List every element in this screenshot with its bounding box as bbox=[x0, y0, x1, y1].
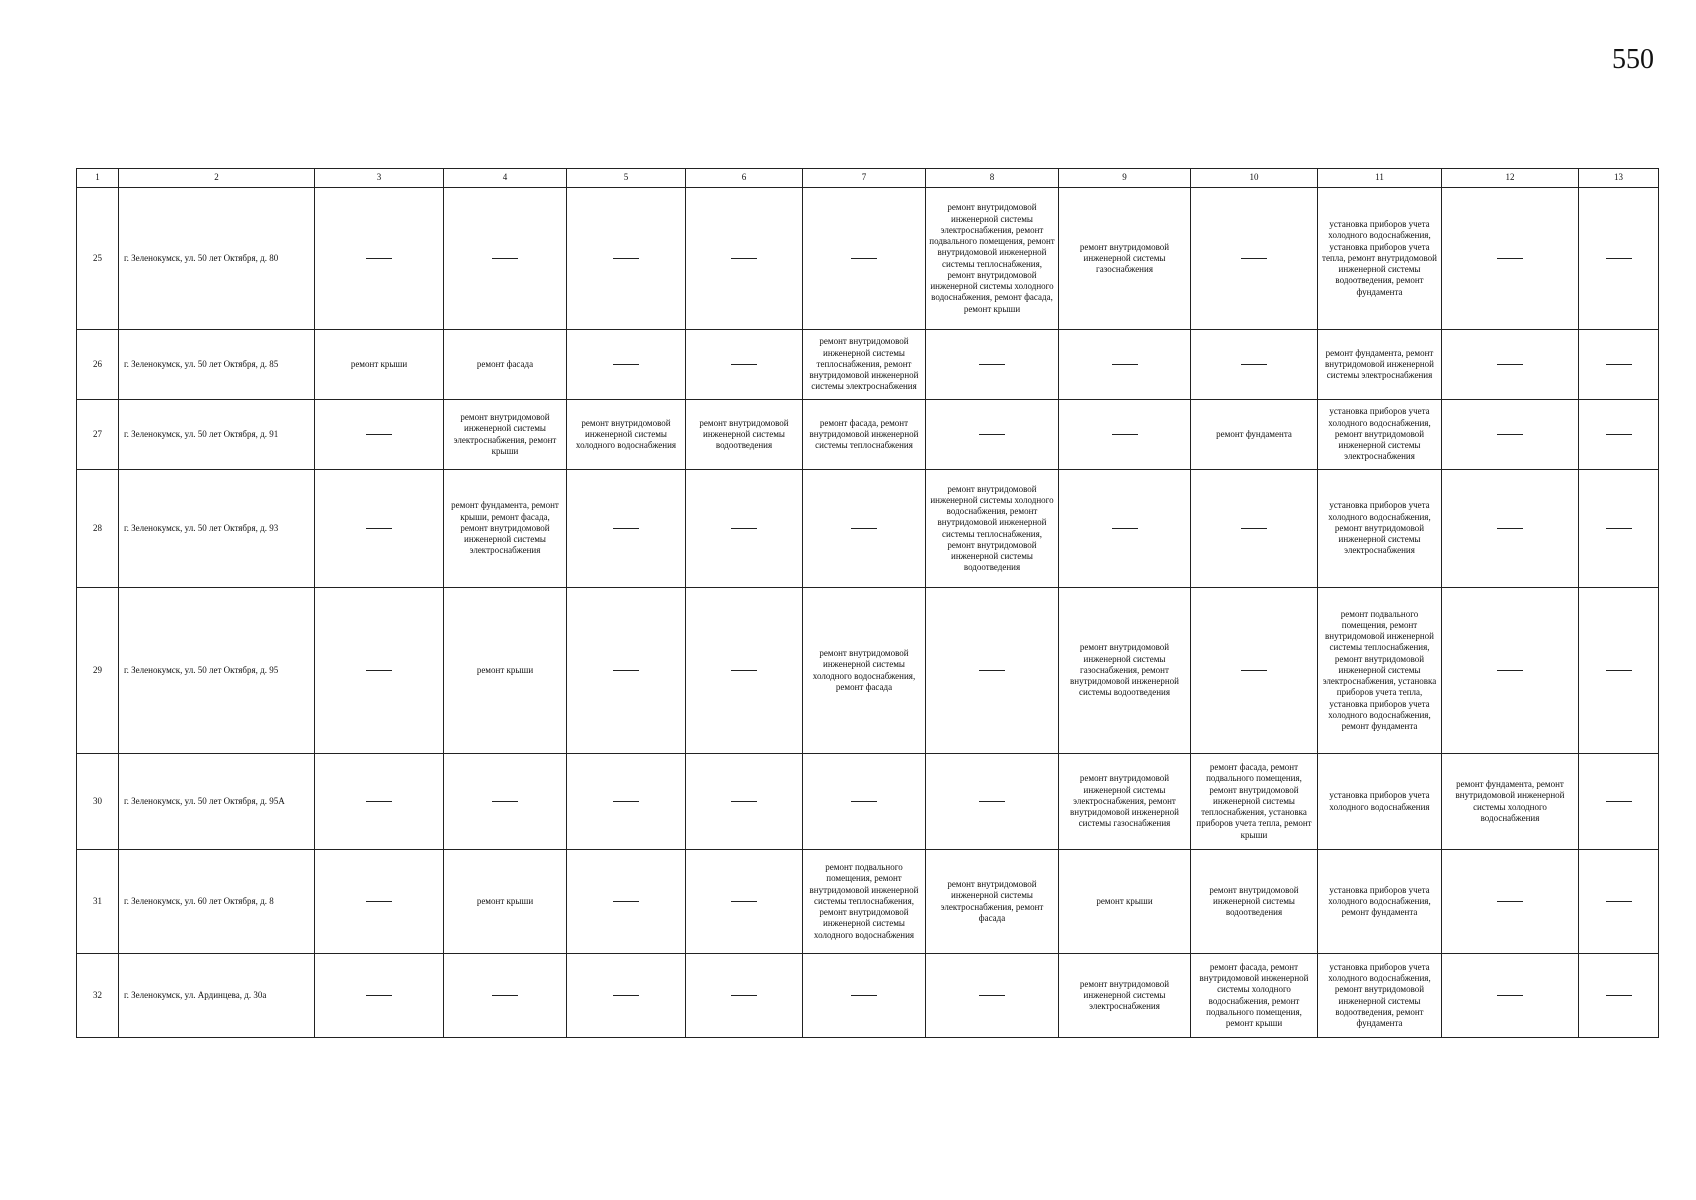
empty-dash bbox=[1497, 258, 1523, 259]
empty-dash bbox=[851, 258, 877, 259]
column-header-2: 2 bbox=[119, 169, 315, 188]
empty-dash bbox=[1112, 528, 1138, 529]
work-type-cell: установка приборов учета холодного водоснабжения, установка приборов учета тепла, ремонт внутридомовой инженерной системы водоотведения, ремонт фундамента bbox=[1318, 188, 1442, 330]
work-type-cell bbox=[803, 188, 926, 330]
empty-dash bbox=[731, 364, 757, 365]
work-type-cell bbox=[1442, 588, 1579, 754]
repair-schedule-table bbox=[76, 168, 1659, 1038]
empty-dash bbox=[731, 258, 757, 259]
work-type-cell: ремонт фундамента, ремонт крыши, ремонт фасада, ремонт внутридомовой инженерной системы электроснабжения bbox=[444, 470, 567, 588]
empty-dash bbox=[366, 258, 392, 259]
empty-dash bbox=[366, 801, 392, 802]
work-type-cell: ремонт внутридомовой инженерной системы электроснабжения, ремонт подвального помещения, ремонт внутридомовой инженерной системы теплоснабжения, ремонт внутридомовой инженерной системы холодного водоснабжения, ремонт фасада, ремонт крыши bbox=[926, 188, 1059, 330]
work-type-cell bbox=[1191, 188, 1318, 330]
empty-dash bbox=[979, 434, 1005, 435]
work-type-cell: ремонт внутридомовой инженерной системы электроснабжения, ремонт внутридомовой инженерной системы газоснабжения bbox=[1059, 754, 1191, 850]
empty-dash bbox=[1606, 364, 1632, 365]
empty-dash bbox=[1112, 434, 1138, 435]
work-type-cell bbox=[567, 850, 686, 954]
empty-dash bbox=[1606, 258, 1632, 259]
table-row bbox=[77, 400, 1659, 470]
work-type-cell: ремонт внутридомовой инженерной системы электроснабжения bbox=[1059, 954, 1191, 1038]
work-type-cell bbox=[686, 954, 803, 1038]
work-type-cell bbox=[1579, 188, 1659, 330]
work-type-cell: ремонт крыши bbox=[444, 588, 567, 754]
work-type-cell: ремонт фасада, ремонт внутридомовой инженерной системы теплоснабжения bbox=[803, 400, 926, 470]
work-type-cell bbox=[1579, 588, 1659, 754]
work-type-cell: ремонт крыши bbox=[444, 850, 567, 954]
page-number: 550 bbox=[1612, 44, 1654, 75]
column-header-12: 12 bbox=[1442, 169, 1579, 188]
row-number-cell: 31 bbox=[77, 850, 119, 954]
work-type-cell: ремонт внутридомовой инженерной системы холодного водоснабжения bbox=[567, 400, 686, 470]
empty-dash bbox=[1606, 670, 1632, 671]
address-cell: г. Зеленокумск, ул. 50 лет Октября, д. 85 bbox=[119, 330, 315, 400]
work-type-cell bbox=[567, 330, 686, 400]
row-number-cell: 27 bbox=[77, 400, 119, 470]
column-header-7: 7 bbox=[803, 169, 926, 188]
empty-dash bbox=[1497, 434, 1523, 435]
row-number-cell: 26 bbox=[77, 330, 119, 400]
work-type-cell bbox=[1442, 850, 1579, 954]
empty-dash bbox=[979, 364, 1005, 365]
table-row bbox=[77, 850, 1659, 954]
work-type-cell: ремонт внутридомовой инженерной системы электроснабжения, ремонт фасада bbox=[926, 850, 1059, 954]
column-header-11: 11 bbox=[1318, 169, 1442, 188]
work-type-cell: ремонт внутридомовой инженерной системы холодного водоснабжения, ремонт фасада bbox=[803, 588, 926, 754]
address-cell: г. Зеленокумск, ул. 50 лет Октября, д. 80 bbox=[119, 188, 315, 330]
work-type-cell: установка приборов учета холодного водоснабжения, ремонт внутридомовой инженерной системы электроснабжения bbox=[1318, 470, 1442, 588]
work-type-cell bbox=[686, 470, 803, 588]
work-type-cell: ремонт внутридомовой инженерной системы электроснабжения, ремонт крыши bbox=[444, 400, 567, 470]
work-type-cell bbox=[315, 754, 444, 850]
work-type-cell bbox=[567, 470, 686, 588]
empty-dash bbox=[1497, 528, 1523, 529]
work-type-cell: ремонт внутридомовой инженерной системы теплоснабжения, ремонт внутридомовой инженерной системы электроснабжения bbox=[803, 330, 926, 400]
work-type-cell bbox=[1059, 400, 1191, 470]
empty-dash bbox=[1606, 995, 1632, 996]
row-number-cell: 29 bbox=[77, 588, 119, 754]
work-type-cell bbox=[803, 470, 926, 588]
header-row bbox=[77, 169, 1659, 188]
empty-dash bbox=[613, 364, 639, 365]
empty-dash bbox=[492, 801, 518, 802]
empty-dash bbox=[1241, 258, 1267, 259]
work-type-cell: установка приборов учета холодного водоснабжения, ремонт фундамента bbox=[1318, 850, 1442, 954]
work-type-cell bbox=[1442, 954, 1579, 1038]
column-header-9: 9 bbox=[1059, 169, 1191, 188]
work-type-cell bbox=[686, 754, 803, 850]
work-type-cell bbox=[686, 850, 803, 954]
empty-dash bbox=[979, 995, 1005, 996]
empty-dash bbox=[731, 670, 757, 671]
work-type-cell bbox=[1579, 850, 1659, 954]
empty-dash bbox=[492, 258, 518, 259]
table-row bbox=[77, 188, 1659, 330]
empty-dash bbox=[1497, 901, 1523, 902]
empty-dash bbox=[1112, 364, 1138, 365]
empty-dash bbox=[1497, 670, 1523, 671]
table-row bbox=[77, 470, 1659, 588]
work-type-cell: ремонт фундамента, ремонт внутридомовой инженерной системы холодного водоснабжения bbox=[1442, 754, 1579, 850]
work-type-cell: ремонт фундамента bbox=[1191, 400, 1318, 470]
column-header-1: 1 bbox=[77, 169, 119, 188]
work-type-cell bbox=[926, 588, 1059, 754]
empty-dash bbox=[366, 670, 392, 671]
empty-dash bbox=[851, 995, 877, 996]
work-type-cell bbox=[686, 588, 803, 754]
work-type-cell bbox=[567, 954, 686, 1038]
empty-dash bbox=[851, 801, 877, 802]
empty-dash bbox=[731, 901, 757, 902]
empty-dash bbox=[492, 995, 518, 996]
address-cell: г. Зеленокумск, ул. 60 лет Октября, д. 8 bbox=[119, 850, 315, 954]
address-cell: г. Зеленокумск, ул. 50 лет Октября, д. 91 bbox=[119, 400, 315, 470]
work-type-cell bbox=[315, 588, 444, 754]
work-type-cell: ремонт внутридомовой инженерной системы холодного водоснабжения, ремонт внутридомовой инженерной системы теплоснабжения, ремонт внутридомовой инженерной системы водоотведения bbox=[926, 470, 1059, 588]
empty-dash bbox=[613, 258, 639, 259]
work-type-cell bbox=[567, 754, 686, 850]
column-header-13: 13 bbox=[1579, 169, 1659, 188]
empty-dash bbox=[366, 995, 392, 996]
empty-dash bbox=[731, 801, 757, 802]
empty-dash bbox=[1241, 528, 1267, 529]
work-type-cell: ремонт подвального помещения, ремонт внутридомовой инженерной системы теплоснабжения, ремонт внутридомовой инженерной системы холодного водоснабжения bbox=[803, 850, 926, 954]
work-type-cell bbox=[1579, 954, 1659, 1038]
work-type-cell bbox=[1191, 588, 1318, 754]
empty-dash bbox=[613, 670, 639, 671]
work-type-cell bbox=[1579, 470, 1659, 588]
work-type-cell: установка приборов учета холодного водоснабжения bbox=[1318, 754, 1442, 850]
work-type-cell bbox=[444, 754, 567, 850]
empty-dash bbox=[613, 901, 639, 902]
work-type-cell bbox=[567, 588, 686, 754]
row-number-cell: 30 bbox=[77, 754, 119, 850]
empty-dash bbox=[1606, 434, 1632, 435]
work-type-cell bbox=[1191, 330, 1318, 400]
address-cell: г. Зеленокумск, ул. 50 лет Октября, д. 93 bbox=[119, 470, 315, 588]
work-type-cell bbox=[567, 188, 686, 330]
empty-dash bbox=[1497, 995, 1523, 996]
work-type-cell bbox=[926, 330, 1059, 400]
work-type-cell bbox=[1059, 330, 1191, 400]
work-type-cell bbox=[1059, 470, 1191, 588]
work-type-cell: ремонт крыши bbox=[315, 330, 444, 400]
work-type-cell bbox=[444, 954, 567, 1038]
work-type-cell bbox=[1442, 330, 1579, 400]
empty-dash bbox=[731, 528, 757, 529]
address-cell: г. Зеленокумск, ул. Ардинцева, д. 30а bbox=[119, 954, 315, 1038]
empty-dash bbox=[366, 901, 392, 902]
work-type-cell bbox=[803, 754, 926, 850]
work-type-cell bbox=[1579, 754, 1659, 850]
table-row bbox=[77, 754, 1659, 850]
work-type-cell: ремонт фасада, ремонт внутридомовой инженерной системы холодного водоснабжения, ремонт подвального помещения, ремонт крыши bbox=[1191, 954, 1318, 1038]
empty-dash bbox=[366, 434, 392, 435]
work-type-cell bbox=[686, 330, 803, 400]
empty-dash bbox=[979, 801, 1005, 802]
work-type-cell: ремонт внутридомовой инженерной системы водоотведения bbox=[1191, 850, 1318, 954]
work-type-cell bbox=[1579, 400, 1659, 470]
table-row bbox=[77, 954, 1659, 1038]
table-row bbox=[77, 588, 1659, 754]
empty-dash bbox=[1606, 901, 1632, 902]
work-type-cell bbox=[926, 400, 1059, 470]
address-cell: г. Зеленокумск, ул. 50 лет Октября, д. 95А bbox=[119, 754, 315, 850]
work-type-cell: ремонт фундамента, ремонт внутридомовой инженерной системы электроснабжения bbox=[1318, 330, 1442, 400]
empty-dash bbox=[1241, 670, 1267, 671]
empty-dash bbox=[1606, 801, 1632, 802]
work-type-cell: ремонт фасада, ремонт подвального помещения, ремонт внутридомовой инженерной системы теплоснабжения, установка приборов учета тепла, ремонт крыши bbox=[1191, 754, 1318, 850]
empty-dash bbox=[979, 670, 1005, 671]
row-number-cell: 32 bbox=[77, 954, 119, 1038]
work-type-cell bbox=[1191, 470, 1318, 588]
empty-dash bbox=[731, 995, 757, 996]
empty-dash bbox=[366, 528, 392, 529]
table-row bbox=[77, 330, 1659, 400]
work-type-cell bbox=[686, 188, 803, 330]
work-type-cell bbox=[1442, 400, 1579, 470]
row-number-cell: 25 bbox=[77, 188, 119, 330]
work-type-cell: ремонт подвального помещения, ремонт внутридомовой инженерной системы теплоснабжения, ремонт внутридомовой инженерной системы электроснабжения, установка приборов учета тепла, установка приборов учета холодного водоснабжения, ремонт фундамента bbox=[1318, 588, 1442, 754]
empty-dash bbox=[613, 801, 639, 802]
column-header-8: 8 bbox=[926, 169, 1059, 188]
column-header-10: 10 bbox=[1191, 169, 1318, 188]
work-type-cell bbox=[926, 754, 1059, 850]
work-type-cell bbox=[315, 188, 444, 330]
work-type-cell bbox=[1442, 188, 1579, 330]
work-type-cell: ремонт крыши bbox=[1059, 850, 1191, 954]
work-type-cell bbox=[315, 400, 444, 470]
empty-dash bbox=[613, 528, 639, 529]
work-type-cell: ремонт внутридомовой инженерной системы водоотведения bbox=[686, 400, 803, 470]
work-type-cell bbox=[803, 954, 926, 1038]
work-type-cell: установка приборов учета холодного водоснабжения, ремонт внутридомовой инженерной системы водоотведения, ремонт фундамента bbox=[1318, 954, 1442, 1038]
work-type-cell bbox=[315, 470, 444, 588]
work-type-cell bbox=[444, 188, 567, 330]
work-type-cell: установка приборов учета холодного водоснабжения, ремонт внутридомовой инженерной системы электроснабжения bbox=[1318, 400, 1442, 470]
column-header-4: 4 bbox=[444, 169, 567, 188]
work-type-cell bbox=[926, 954, 1059, 1038]
work-type-cell: ремонт внутридомовой инженерной системы газоснабжения, ремонт внутридомовой инженерной системы водоотведения bbox=[1059, 588, 1191, 754]
empty-dash bbox=[1497, 364, 1523, 365]
work-type-cell bbox=[1579, 330, 1659, 400]
work-type-cell: ремонт фасада bbox=[444, 330, 567, 400]
column-header-3: 3 bbox=[315, 169, 444, 188]
address-cell: г. Зеленокумск, ул. 50 лет Октября, д. 95 bbox=[119, 588, 315, 754]
work-type-cell bbox=[315, 850, 444, 954]
work-type-cell bbox=[315, 954, 444, 1038]
empty-dash bbox=[613, 995, 639, 996]
column-header-5: 5 bbox=[567, 169, 686, 188]
work-type-cell bbox=[1442, 470, 1579, 588]
column-header-6: 6 bbox=[686, 169, 803, 188]
empty-dash bbox=[851, 528, 877, 529]
empty-dash bbox=[1606, 528, 1632, 529]
row-number-cell: 28 bbox=[77, 470, 119, 588]
work-type-cell: ремонт внутридомовой инженерной системы газоснабжения bbox=[1059, 188, 1191, 330]
empty-dash bbox=[1241, 364, 1267, 365]
